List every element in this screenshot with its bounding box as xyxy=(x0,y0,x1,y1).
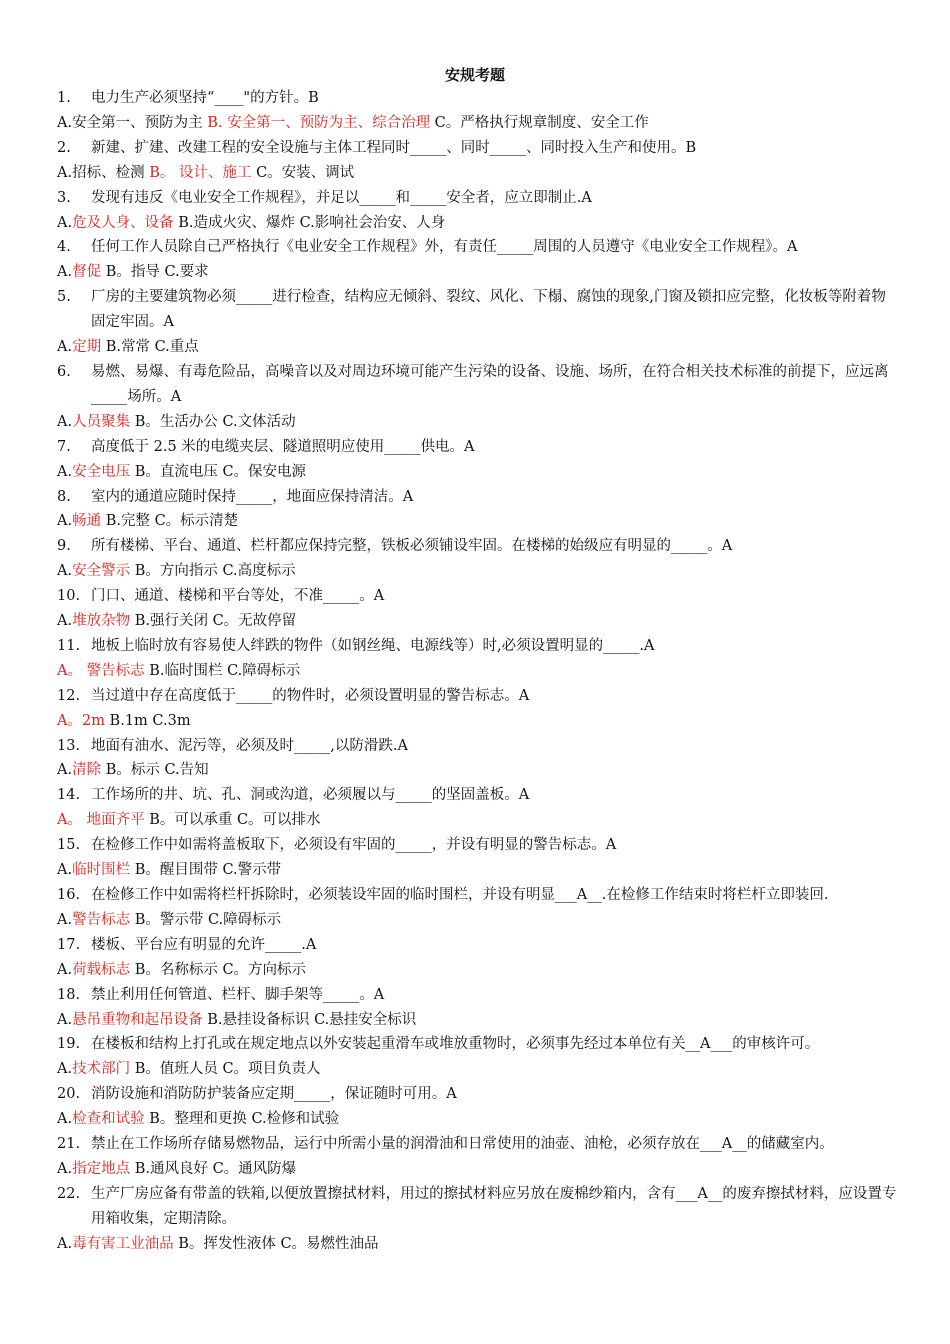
correct-answer-highlight: 堆放杂物 xyxy=(72,613,131,630)
answer-lead: A. xyxy=(57,1111,73,1128)
question-text: 楼板、平台应有明显的允许_____.A xyxy=(91,936,317,953)
question-text: 地面有油水、泥污等，必须及时_____,以防滑跌.A xyxy=(91,737,408,754)
answer-lead: A. xyxy=(57,264,73,281)
question-item xyxy=(57,1032,897,1057)
answer-options xyxy=(57,958,897,983)
question-number: 20. xyxy=(57,1086,81,1103)
question-number: 4. xyxy=(57,239,71,256)
question-text: 室内的通道应随时保持_____，地面应保持清洁。A xyxy=(91,488,414,505)
correct-answer-highlight: 警告标志 xyxy=(72,911,131,928)
answer-options xyxy=(57,908,897,933)
answer-option-text: B。直流电压 C。保安电源 xyxy=(130,463,307,480)
answer-options xyxy=(57,559,897,584)
question-item xyxy=(57,684,897,709)
question-item xyxy=(57,1082,897,1107)
answer-option-text: B。指导 C.要求 xyxy=(101,264,209,281)
answer-lead: A. xyxy=(57,911,73,928)
correct-answer-highlight: A。2m xyxy=(57,712,105,729)
question-text: 易燃、易爆、有毒危险品，高噪音以及对周边环境可能产生污染的设备、设施、场所，在符合相关技术标准的前提下，应远离_____场所。A xyxy=(91,363,889,405)
answer-option-text: B.临时围栏 C.障碍标示 xyxy=(144,662,301,679)
question-text: 在楼板和结构上打孔或在规定地点以外安装起重滑车或堆放重物时，必须事先经过本单位有关__A___的审核许可。 xyxy=(91,1036,820,1053)
question-text: 生产厂房应备有带盖的铁箱,以便放置擦拭材料，用过的擦拭材料应另放在废棉纱箱内，含有___A__的废弃擦拭材料，应设置专用箱收集，定期清除。 xyxy=(91,1185,897,1227)
question-item xyxy=(57,360,897,410)
answer-option-text: 安全第一、预防为主 xyxy=(72,114,208,131)
answer-lead: A. xyxy=(57,413,73,430)
question-number: 22. xyxy=(57,1185,81,1202)
answer-lead: A. xyxy=(57,862,73,879)
question-item xyxy=(57,285,897,335)
question-item xyxy=(57,1132,897,1157)
question-number: 21. xyxy=(57,1136,81,1153)
question-text: 电力生产必须坚持“____"的方针。B xyxy=(91,90,319,106)
question-item xyxy=(57,1182,897,1232)
answer-options xyxy=(57,808,897,833)
answer-lead: A. xyxy=(57,463,73,480)
answer-lead: A. xyxy=(57,513,73,530)
answer-lead: A. xyxy=(57,164,73,181)
answer-options xyxy=(57,509,897,534)
question-text: 地板上临时放有容易使人绊跌的物件（如钢丝绳、电源线等）时,必须设置明显的_____.A xyxy=(91,637,655,654)
question-number: 9. xyxy=(57,538,71,555)
answer-options xyxy=(57,161,897,186)
answer-options xyxy=(57,858,897,883)
question-text: 所有楼梯、平台、通道、栏杆都应保持完整，铁板必须铺设牢固。在楼梯的始级应有明显的_____。A xyxy=(91,538,733,555)
answer-lead: A. xyxy=(57,563,73,580)
answer-option-text: B.造成火灾、爆炸 C.影响社会治安、人身 xyxy=(173,214,446,231)
answer-options xyxy=(57,260,897,285)
answer-options xyxy=(57,1157,897,1182)
question-item xyxy=(57,983,897,1008)
answer-option-text: B。可以承重 C。可以排水 xyxy=(144,812,321,829)
answer-option-text: B.悬挂设备标识 C.悬挂安全标识 xyxy=(202,1011,417,1028)
correct-answer-highlight: 人员聚集 xyxy=(72,413,131,430)
question-text: 厂房的主要建筑物必须_____进行检查，结构应无倾斜、裂纹、风化、下榻、腐蚀的现象,门窗及锁扣应完整，化妆板等附着物固定牢固。A xyxy=(91,289,886,331)
answer-options xyxy=(57,211,897,236)
question-number: 17. xyxy=(57,936,81,953)
answer-option-text: B。值班人员 C。项目负责人 xyxy=(130,1061,321,1078)
answer-lead: A. xyxy=(57,961,73,978)
correct-answer-highlight: B。 设计、施工 xyxy=(149,164,252,181)
question-item xyxy=(57,136,897,161)
question-number: 13. xyxy=(57,737,81,754)
answer-option-text: 招标、检测 xyxy=(72,164,150,181)
question-number: 10. xyxy=(57,588,81,605)
question-item xyxy=(57,584,897,609)
question-text: 发现有违反《电业安全工作规程》，并足以_____和_____安全者，应立即制止.A xyxy=(91,189,592,206)
question-item xyxy=(57,86,897,111)
question-item xyxy=(57,435,897,460)
answer-options xyxy=(57,111,897,136)
question-number: 16. xyxy=(57,887,81,903)
question-number: 18. xyxy=(57,986,81,1003)
answer-option-text: B.常常 C.重点 xyxy=(101,339,199,356)
question-list xyxy=(57,86,897,1257)
answer-option-text: B。醒目围带 C.警示带 xyxy=(130,862,282,879)
correct-answer-highlight: 技术部门 xyxy=(72,1061,131,1078)
question-text: 工作场所的井、坑、孔、洞或沟道，必须履以与_____的坚固盖板。A xyxy=(91,787,530,804)
correct-answer-highlight: 检查和试验 xyxy=(72,1111,145,1128)
answer-options xyxy=(57,1057,897,1082)
question-number: 1. xyxy=(57,90,71,106)
answer-options xyxy=(57,609,897,634)
answer-option-text: B。方向指示 C.高度标示 xyxy=(130,563,296,580)
answer-option-text: B.强行关闭 C。无故停留 xyxy=(130,613,297,630)
correct-answer-highlight: 畅通 xyxy=(72,513,102,530)
answer-option-text: B.1m C.3m xyxy=(104,712,191,729)
answer-lead: A. xyxy=(57,339,73,356)
answer-options xyxy=(57,1008,897,1033)
question-number: 15. xyxy=(57,837,81,854)
question-text: 禁止在工作场所存储易燃物品，运行中所需小量的润滑油和日常使用的油壶、油枪，必须存放在___A__的储藏室内。 xyxy=(91,1136,834,1153)
answer-options xyxy=(57,335,897,360)
question-number: 3. xyxy=(57,189,71,206)
answer-lead: A. xyxy=(57,1011,73,1028)
page-title: 安规考题 xyxy=(444,66,505,84)
answer-lead: A. xyxy=(57,613,73,630)
question-text: 当过道中存在高度低于_____的物件时，必须设置明显的警告标志。A xyxy=(91,687,530,704)
question-item xyxy=(57,186,897,211)
question-number: 19. xyxy=(57,1036,81,1053)
question-number: 8. xyxy=(57,488,71,505)
answer-options xyxy=(57,659,897,684)
answer-options xyxy=(57,758,897,783)
answer-option-text: B。生活办公 C.文体活动 xyxy=(130,413,296,430)
answer-option-text: B.完整 C。标示清楚 xyxy=(101,513,239,530)
answer-options xyxy=(57,1107,897,1132)
question-text: 在检修工作中如需将盖板取下，必须设有牢固的_____，并设有明显的警告标志。A xyxy=(91,837,617,854)
question-number: 7. xyxy=(57,438,71,455)
correct-answer-highlight: 临时围栏 xyxy=(72,862,131,879)
correct-answer-highlight: 安全电压 xyxy=(72,463,131,480)
answer-option-text: B.通风良好 C。通风防爆 xyxy=(130,1160,297,1177)
answer-option-text: C。严格执行规章制度、安全工作 xyxy=(430,114,649,131)
question-text: 在检修工作中如需将栏杆拆除时，必须装设牢固的临时围栏，并设有明显___A__.在检修工作结束时将栏杆立即装回. xyxy=(91,887,829,903)
answer-lead: A. xyxy=(57,114,73,131)
question-number: 12. xyxy=(57,687,81,704)
question-text: 消防设施和消防防护装备应定期_____，保证随时可用。A xyxy=(91,1086,457,1103)
question-item xyxy=(57,933,897,958)
answer-lead: A. xyxy=(57,1061,73,1078)
question-item xyxy=(57,634,897,659)
correct-answer-highlight: 危及人身、设备 xyxy=(72,214,174,231)
question-item xyxy=(57,783,897,808)
question-number: 11. xyxy=(57,637,81,654)
question-item xyxy=(57,534,897,559)
question-number: 14. xyxy=(57,787,81,804)
answer-lead: A. xyxy=(57,1235,73,1252)
question-item xyxy=(57,235,897,260)
correct-answer-highlight: B. 安全第一、预防为主、综合治理 xyxy=(207,114,431,131)
question-number: 5. xyxy=(57,289,71,306)
question-text: 新建、扩建、改建工程的安全设施与主体工程同时_____、同时_____、同时投入生产和使用。B xyxy=(91,139,697,156)
correct-answer-highlight: 指定地点 xyxy=(72,1160,131,1177)
answer-lead: A. xyxy=(57,1160,73,1177)
question-item xyxy=(57,883,897,908)
correct-answer-highlight: 督促 xyxy=(72,264,102,281)
question-text: 高度低于 2.5 米的电缆夹层、隧道照明应使用_____供电。A xyxy=(91,438,475,455)
answer-option-text: B。挥发性液体 C。易燃性油品 xyxy=(173,1235,379,1252)
answer-option-text: B。标示 C.告知 xyxy=(101,762,209,779)
correct-answer-highlight: A。 地面齐平 xyxy=(57,812,145,829)
answer-option-text: C。安装、调试 xyxy=(251,164,355,181)
answer-options xyxy=(57,709,897,734)
question-number: 2. xyxy=(57,139,71,156)
question-text: 任何工作人员除自己严格执行《电业安全工作规程》外，有责任_____周围的人员遵守《电业安全工作规程》。A xyxy=(91,239,798,256)
correct-answer-highlight: 悬吊重物和起吊设备 xyxy=(72,1011,203,1028)
answer-options xyxy=(57,460,897,485)
correct-answer-highlight: 安全警示 xyxy=(72,563,131,580)
correct-answer-highlight: 毒有害工业油品 xyxy=(72,1235,174,1252)
correct-answer-highlight: A。 警告标志 xyxy=(57,662,145,679)
question-text: 门口、通道、楼梯和平台等处，不准_____。A xyxy=(91,588,385,605)
question-item xyxy=(57,485,897,510)
correct-answer-highlight: 荷载标志 xyxy=(72,961,131,978)
answer-option-text: B。名称标示 C。方向标示 xyxy=(130,961,307,978)
answer-options xyxy=(57,410,897,435)
answer-option-text: B。警示带 C.障碍标示 xyxy=(130,911,282,928)
question-text: 禁止利用任何管道、栏杆、脚手架等_____。A xyxy=(91,986,385,1003)
answer-option-text: B。整理和更换 C.检修和试验 xyxy=(144,1111,340,1128)
correct-answer-highlight: 清除 xyxy=(72,762,102,779)
answer-lead: A. xyxy=(57,214,73,231)
question-item xyxy=(57,833,897,858)
answer-lead: A. xyxy=(57,762,73,779)
question-item xyxy=(57,734,897,759)
answer-options xyxy=(57,1232,897,1257)
question-number: 6. xyxy=(57,363,71,380)
correct-answer-highlight: 定期 xyxy=(72,339,102,356)
